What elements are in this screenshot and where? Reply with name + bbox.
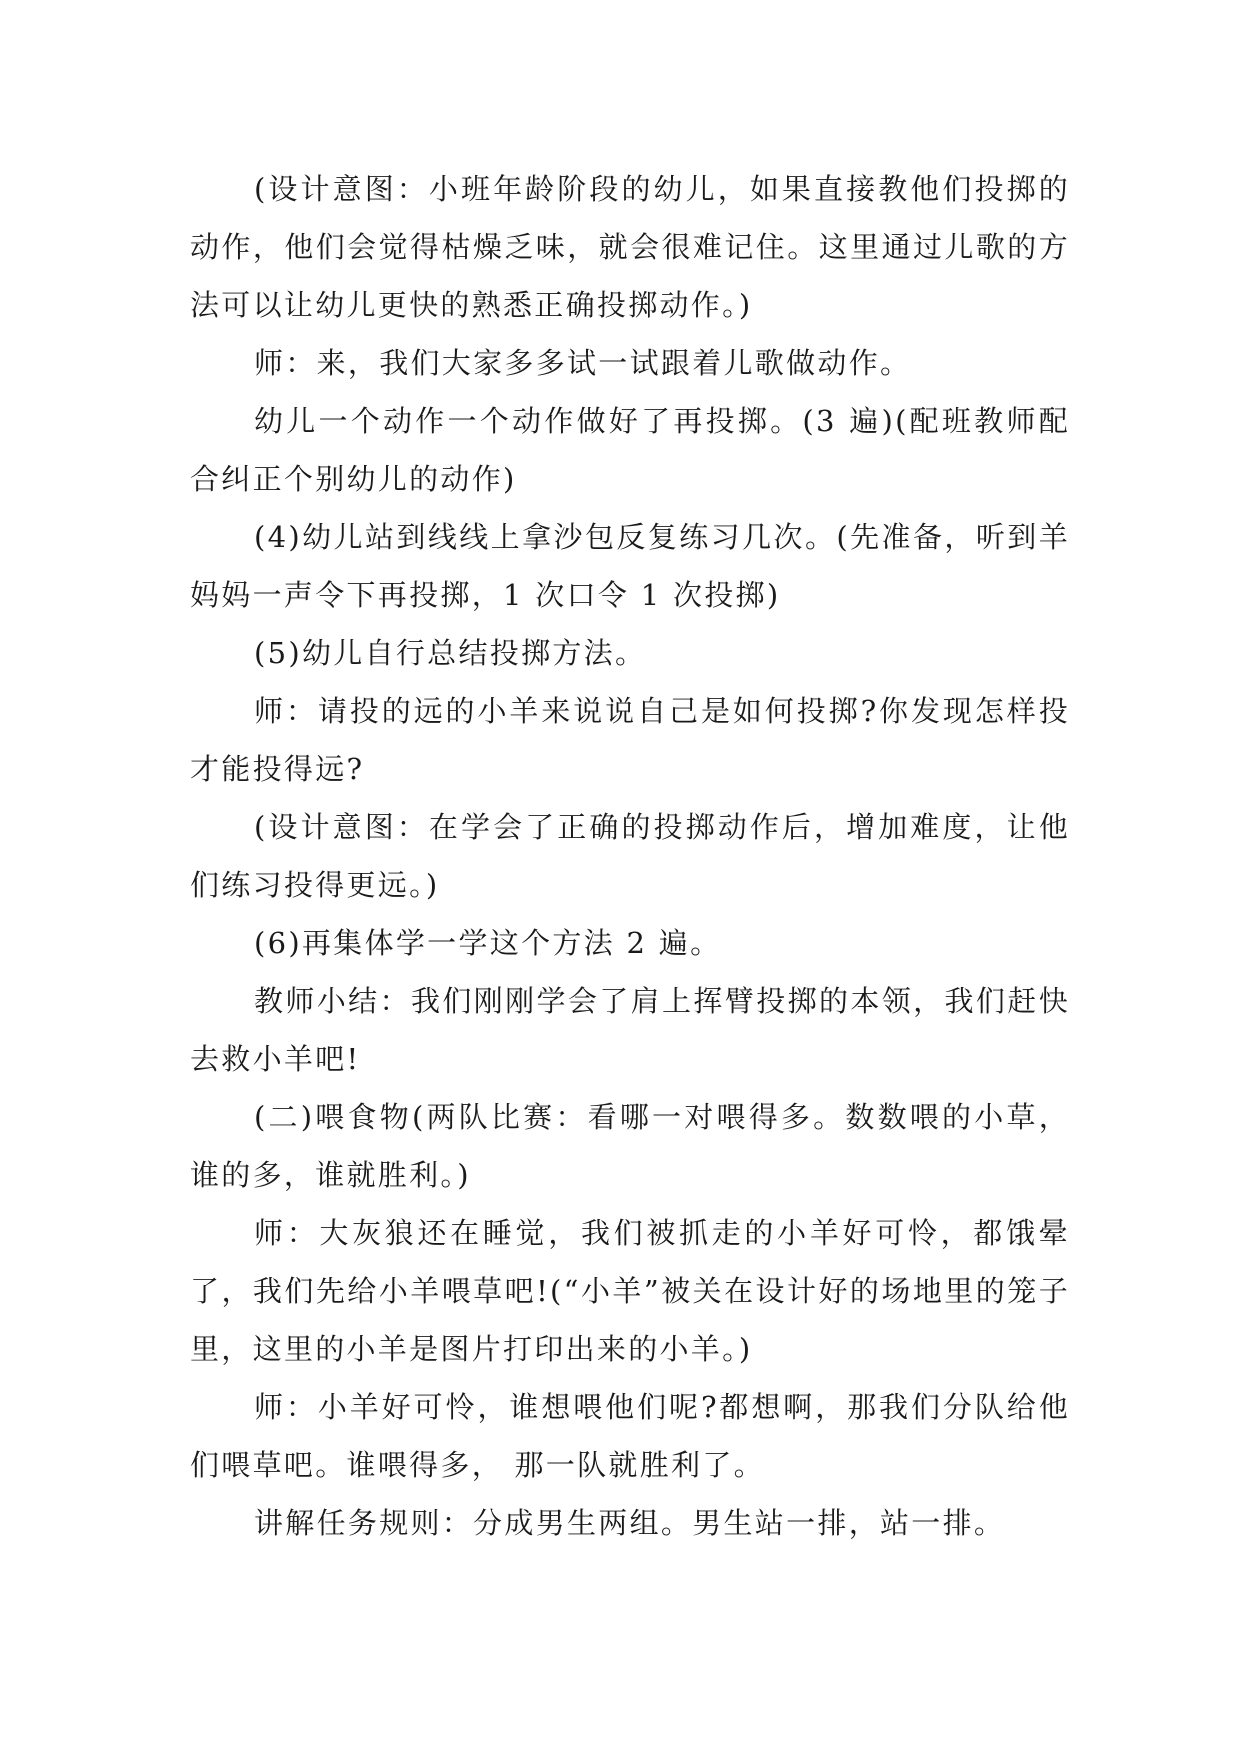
paragraph-teacher-story: 师：大灰狼还在睡觉，我们被抓走的小羊好可怜，都饿晕了，我们先给小羊喂草吧!(“小羊”被关在设计好的场地里的笼子里，这里的小羊是图片打印出来的小羊。)	[190, 1216, 1070, 1366]
paragraph-task-rules: 讲解任务规则：分成男生两组。男生站一排，站一排。	[254, 1506, 1006, 1540]
paragraph-design-intent-1: (设计意图：小班年龄阶段的幼儿，如果直接教他们投掷的动作，他们会觉得枯燥乏味，就会很难记住。这里通过儿歌的方法可以让幼儿更快的熟悉正确投掷动作。)	[190, 172, 1070, 322]
paragraph-teacher-summary: 教师小结：我们刚刚学会了肩上挥臂投掷的本领，我们赶快去救小羊吧!	[190, 984, 1070, 1076]
paragraph-step-6: (6)再集体学一学这个方法 2 遍。	[254, 926, 722, 960]
paragraph-teacher-prompt-1: 师：来，我们大家多多试一试跟着儿歌做动作。	[254, 346, 912, 380]
paragraph-design-intent-2: (设计意图：在学会了正确的投掷动作后，增加难度，让他们练习投得更远。)	[190, 810, 1070, 902]
paragraph-children-practice: 幼儿一个动作一个动作做好了再投掷。(3 遍)(配班教师配合纠正个别幼儿的动作)	[190, 404, 1070, 496]
paragraph-step-5: (5)幼儿自行总结投掷方法。	[254, 636, 647, 670]
paragraph-teacher-teams: 师：小羊好可怜，谁想喂他们呢?都想啊，那我们分队给他们喂草吧。谁喂得多， 那一队就胜利了。	[190, 1390, 1070, 1482]
paragraph-section-feeding: (二)喂食物(两队比赛：看哪一对喂得多。数数喂的小草，谁的多，谁就胜利。)	[190, 1100, 1070, 1192]
paragraph-step-4: (4)幼儿站到线线上拿沙包反复练习几次。(先准备，听到羊妈妈一声令下再投掷，1 次口令 1 次投掷)	[190, 520, 1070, 612]
document-page	[190, 160, 1070, 1552]
paragraph-teacher-question: 师：请投的远的小羊来说说自己是如何投掷?你发现怎样投才能投得远?	[190, 694, 1070, 786]
